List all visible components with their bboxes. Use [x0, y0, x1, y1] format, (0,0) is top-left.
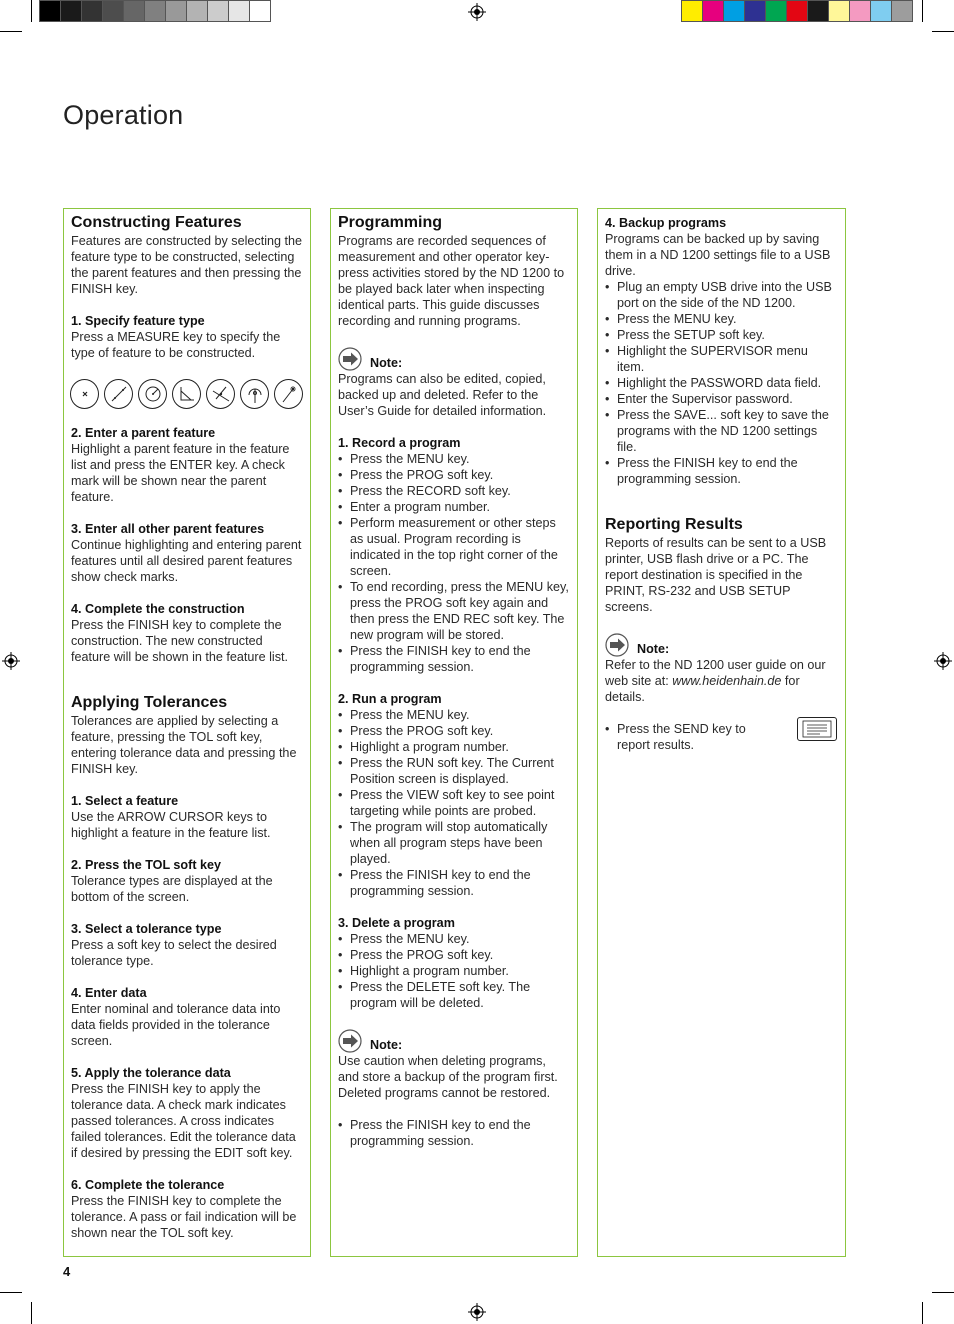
list-item: • Press the SETUP soft key.	[605, 327, 838, 343]
crop-mark	[932, 31, 954, 32]
list-item: • Press the PROG soft key.	[338, 947, 570, 963]
step-heading: 2. Press the TOL soft key	[71, 858, 222, 872]
step-heading: 4. Enter data	[71, 986, 147, 1000]
note	[605, 633, 838, 657]
registration-mark-icon	[2, 652, 20, 670]
note	[338, 347, 570, 371]
backup-steps-list	[605, 279, 838, 487]
list-item: • Press the DELETE soft key. The program will be deleted.	[338, 979, 570, 1011]
backup-reporting-column	[597, 208, 846, 1257]
backup-intro: Programs can be backed up by saving them in a ND 1200 settings file to a USB drive.	[605, 232, 831, 278]
list-item: • Press the FINISH key to end the programming session.	[338, 867, 570, 899]
constructing-intro: Features are constructed by selecting the feature type to be constructed, selecting the parent features and then pressing the FINISH key.	[71, 234, 303, 296]
note-label: Note:	[370, 356, 403, 370]
list-item: • Press the SEND key to report results.	[605, 721, 780, 753]
note-body: Programs can also be edited, copied, backed up and deleted. Refer to the User’s Guide for detailed information.	[338, 372, 547, 418]
step-heading: 6. Complete the tolerance	[71, 1178, 225, 1192]
circle-icon	[138, 379, 167, 409]
color-swatch	[82, 0, 103, 22]
constructing-tolerances-column	[63, 208, 311, 1257]
color-swatch	[39, 0, 61, 22]
distance-icon	[206, 379, 235, 409]
line-icon	[104, 379, 133, 409]
color-swatch	[892, 0, 913, 22]
send-key-icon	[797, 717, 837, 741]
color-swatch	[145, 0, 166, 22]
programming-column	[330, 208, 578, 1257]
send-steps-list	[605, 721, 780, 753]
crop-mark	[0, 1292, 22, 1293]
list-item: • Press the FINISH key to end the programming session.	[338, 1117, 570, 1149]
list-item: • Press the MENU key.	[338, 931, 570, 947]
applying-tolerances-heading: Applying Tolerances	[71, 694, 228, 711]
note-label: Note:	[370, 1038, 403, 1052]
color-swatch	[808, 0, 829, 22]
step-body: Press the FINISH key to complete the tolerance. A pass or fail indication will be shown near the TOL soft key.	[71, 1194, 297, 1240]
step-heading: 2. Enter a parent feature	[71, 426, 216, 440]
color-swatch	[61, 0, 82, 22]
list-item: • Highlight a program number.	[338, 739, 570, 755]
arrow-right-icon	[338, 1029, 364, 1053]
measure-key-icons	[70, 379, 303, 409]
note-text: for details.	[605, 674, 800, 704]
color-swatch	[250, 0, 271, 22]
step-body: Press the FINISH key to apply the tolerance data. A check mark indicates passed tolerances. A cross indicates failed tolerances. Edit the tolerance data if desired by pressing the EDIT soft key.	[71, 1082, 296, 1160]
color-swatch	[850, 0, 871, 22]
list-item: • Press the FINISH key to end the programming session.	[605, 455, 838, 487]
color-swatch	[187, 0, 208, 22]
list-item: • Perform measurement or other steps as usual. Program recording is indicated in the top right corner of the screen.	[338, 515, 570, 579]
list-item: • To end recording, press the MENU key, press the PROG soft key again and then press the END REC soft key. The new program will be stored.	[338, 579, 570, 643]
arrow-right-icon	[338, 347, 364, 371]
send-instruction	[605, 721, 838, 753]
color-swatch	[229, 0, 250, 22]
list-item: • Press the PROG soft key.	[338, 467, 570, 483]
list-item: • Press the VIEW soft key to see point targeting while points are probed.	[338, 787, 570, 819]
website-link[interactable]: www.heidenhain.de	[672, 674, 782, 688]
crop-mark	[932, 1292, 954, 1293]
registration-mark-icon	[468, 3, 486, 21]
list-item: • Plug an empty USB drive into the USB port on the side of the ND 1200.	[605, 279, 838, 311]
step-heading: 4. Backup programs	[605, 216, 727, 230]
step-body: Tolerance types are displayed at the bottom of the screen.	[71, 874, 273, 904]
note-text: Refer to the ND 1200 user guide on our web site at:	[605, 658, 826, 688]
process-color-bar	[681, 0, 913, 22]
list-item: • Press the FINISH key to end the programming session.	[338, 643, 570, 675]
arc-icon	[240, 379, 269, 409]
step-heading: 2. Run a program	[338, 692, 442, 706]
reporting-intro: Reports of results can be sent to a USB printer, USB flash drive or a PC. The report destination is specified in the PRINT, RS-232 and USB SETUP screens.	[605, 536, 827, 614]
list-item: • Press the PROG soft key.	[338, 723, 570, 739]
list-item: • Enter the Supervisor password.	[605, 391, 838, 407]
list-item: • Press the MENU key.	[338, 707, 570, 723]
delete-steps-list	[338, 931, 570, 1011]
crop-mark	[922, 0, 923, 22]
list-item: • Highlight the SUPERVISOR menu item.	[605, 343, 838, 375]
color-swatch	[208, 0, 229, 22]
step-heading: 5. Apply the tolerance data	[71, 1066, 231, 1080]
record-steps-list	[338, 451, 570, 675]
crop-mark	[31, 0, 32, 22]
note-body	[605, 657, 838, 705]
registration-mark-icon	[468, 1303, 486, 1321]
step-body: Press the FINISH key to complete the construction. The new constructed feature will be shown in the feature list.	[71, 618, 289, 664]
step-body: Use the ARROW CURSOR keys to highlight a feature in the feature list.	[71, 810, 271, 840]
list-item: • Highlight the PASSWORD data field.	[605, 375, 838, 391]
color-swatch	[766, 0, 787, 22]
color-swatch	[829, 0, 850, 22]
step-heading: 3. Delete a program	[338, 916, 455, 930]
list-item: • Press the MENU key.	[338, 451, 570, 467]
step-body: Enter nominal and tolerance data into data fields provided in the tolerance screen.	[71, 1002, 281, 1048]
color-swatch	[124, 0, 145, 22]
step-heading: 1. Select a feature	[71, 794, 179, 808]
note-body: Use caution when deleting programs, and store a backup of the program first. Deleted programs cannot be restored.	[338, 1054, 558, 1100]
page-title: Operation	[63, 100, 184, 130]
color-swatch	[166, 0, 187, 22]
crop-mark	[922, 1302, 923, 1324]
gray-color-bar	[39, 0, 271, 22]
list-item: • Press the RUN soft key. The Current Position screen is displayed.	[338, 755, 570, 787]
step-body: Continue highlighting and entering parent features until all desired parent features show check marks.	[71, 538, 302, 584]
list-item: • Highlight a program number.	[338, 963, 570, 979]
step-body: Press a MEASURE key to specify the type of feature to be constructed.	[71, 330, 281, 360]
color-swatch	[103, 0, 124, 22]
list-item: • Press the RECORD soft key.	[338, 483, 570, 499]
step-heading: 1. Specify feature type	[71, 314, 205, 328]
color-swatch	[703, 0, 724, 22]
note-label: Note:	[637, 642, 670, 656]
reporting-results-heading: Reporting Results	[605, 516, 743, 533]
programming-heading: Programming	[338, 214, 443, 231]
list-item: • Press the MENU key.	[605, 311, 838, 327]
list-item: • Press the SAVE... soft key to save the programs with the ND 1200 settings file.	[605, 407, 838, 455]
constructing-features-heading: Constructing Features	[71, 214, 242, 231]
color-swatch	[745, 0, 766, 22]
color-swatch	[724, 0, 745, 22]
step-heading: 3. Enter all other parent features	[71, 522, 265, 536]
step-body: Press a soft key to select the desired tolerance type.	[71, 938, 277, 968]
registration-mark-icon	[934, 652, 952, 670]
color-swatch	[787, 0, 808, 22]
step-heading: 4. Complete the construction	[71, 602, 245, 616]
step-heading: 1. Record a program	[338, 436, 461, 450]
color-swatch	[681, 0, 703, 22]
page-number: 4	[63, 1264, 71, 1279]
final-steps-list	[338, 1117, 570, 1149]
arrow-right-icon	[605, 633, 631, 657]
step-body: Highlight a parent feature in the feature list and press the ENTER key. A check mark will be shown near the parent feature.	[71, 442, 290, 504]
note	[338, 1029, 570, 1053]
programming-intro: Programs are recorded sequences of measurement and other operator key-press activities stored by the ND 1200 to be played back later when inspecting identical parts. This guide discusses recording and running programs.	[338, 234, 565, 328]
list-item: • Enter a program number.	[338, 499, 570, 515]
list-item: • The program will stop automatically when all program steps have been played.	[338, 819, 570, 867]
step-heading: 3. Select a tolerance type	[71, 922, 222, 936]
angle-icon	[172, 379, 201, 409]
point-icon	[70, 379, 99, 409]
run-steps-list	[338, 707, 570, 899]
color-swatch	[871, 0, 892, 22]
skew-icon	[274, 379, 303, 409]
tolerances-intro: Tolerances are applied by selecting a feature, pressing the TOL soft key, entering tolerance data and pressing the FINISH key.	[71, 714, 297, 776]
crop-mark	[0, 31, 22, 32]
crop-mark	[31, 1302, 32, 1324]
